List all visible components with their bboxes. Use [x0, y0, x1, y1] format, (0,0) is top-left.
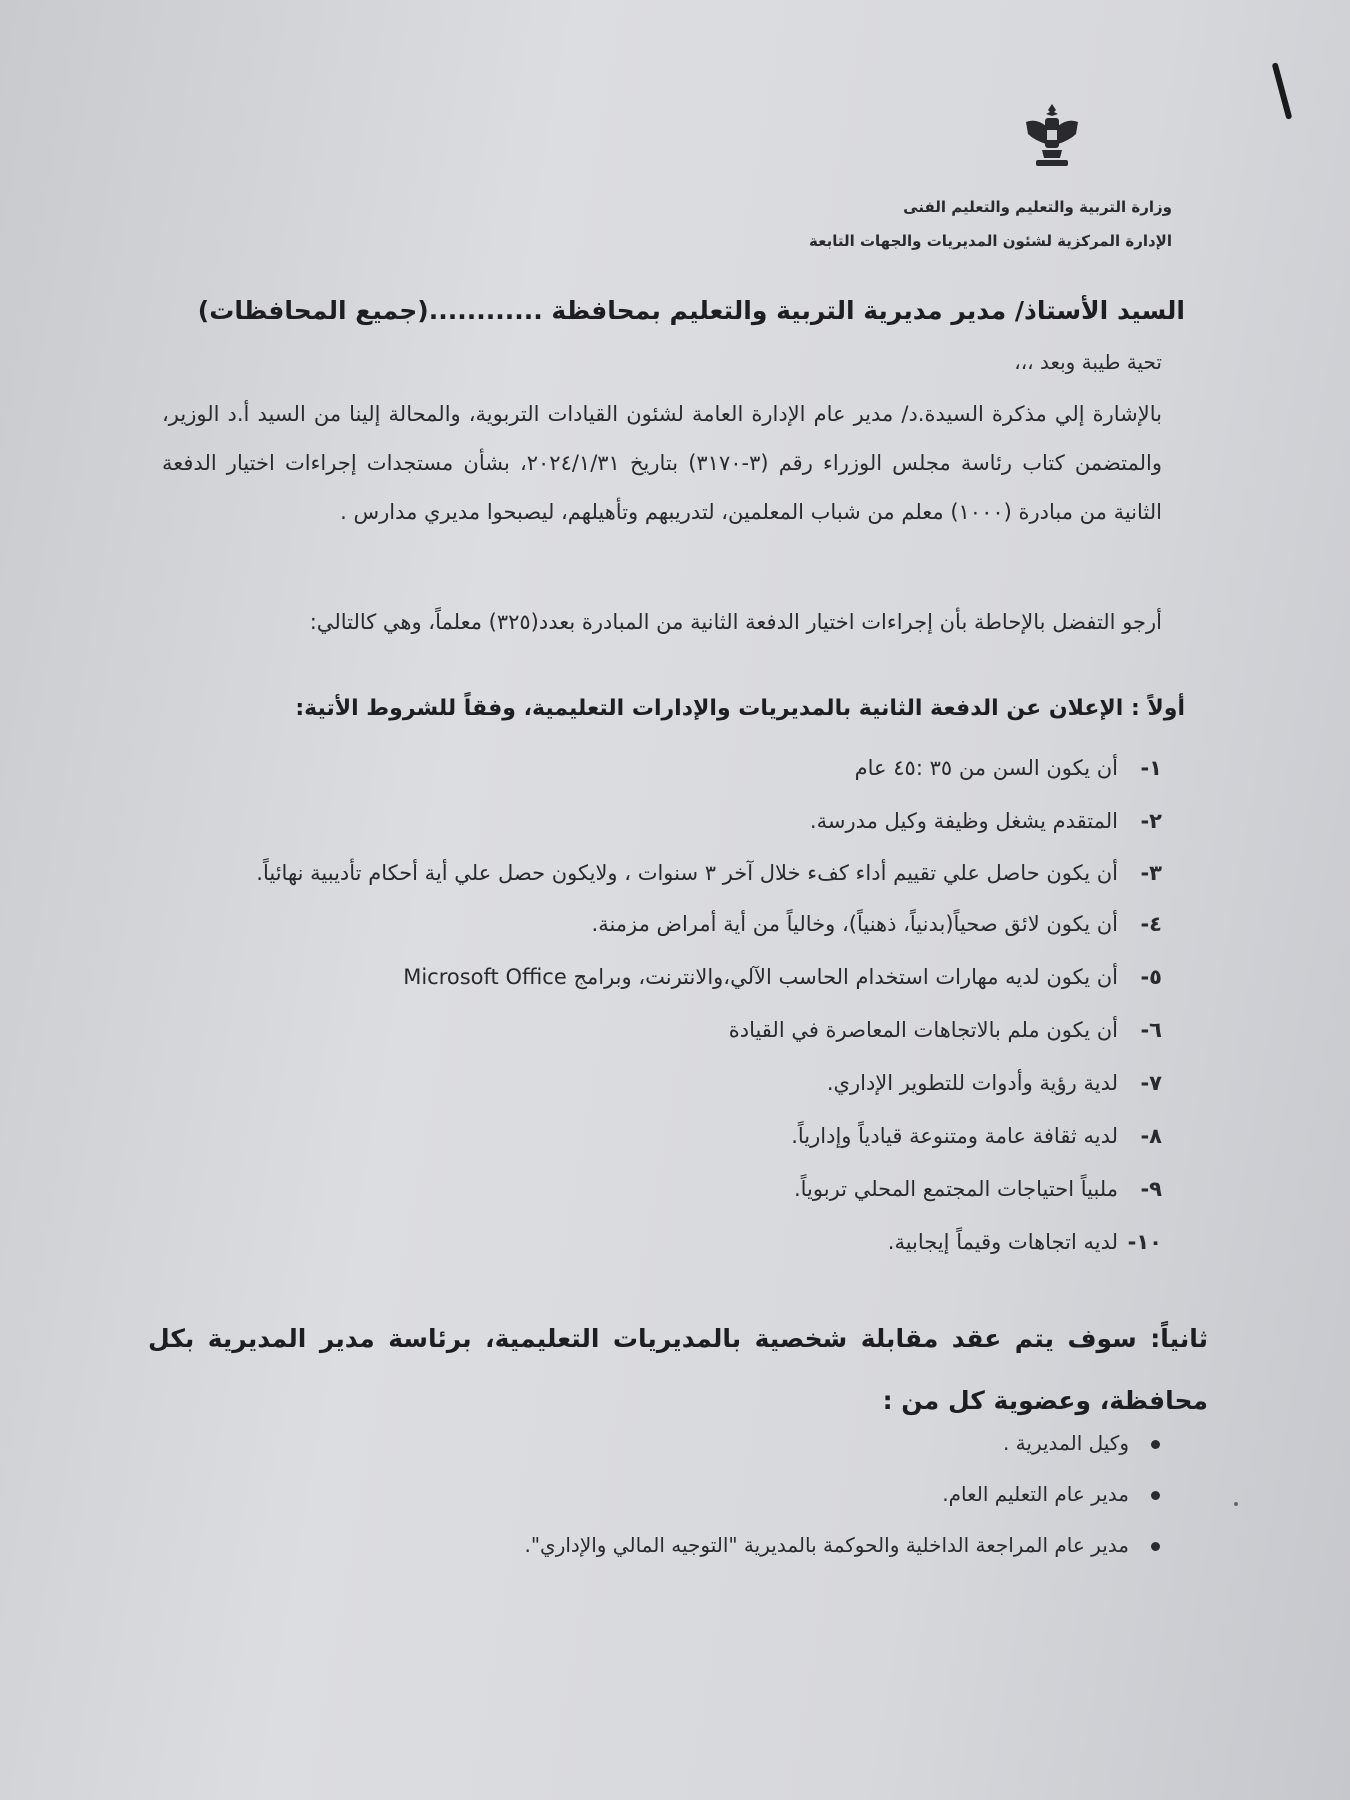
committee-members-list — [260, 1418, 1160, 1571]
condition-item — [132, 1163, 1162, 1216]
member-text: مدير عام المراجعة الداخلية والحوكمة بالمديرية "التوجيه المالي والإداري". — [524, 1533, 1129, 1557]
condition-number: ٥- — [1140, 965, 1162, 989]
condition-number: ٧- — [1140, 1071, 1162, 1095]
condition-number: ٦- — [1140, 1018, 1162, 1042]
condition-text: أن يكون ملم بالاتجاهات المعاصرة في القيادة — [728, 1018, 1118, 1042]
condition-text: لديه ثقافة عامة ومتنوعة قيادياً وإدارياً. — [791, 1124, 1118, 1148]
department-name: الإدارة المركزية لشئون المديريات والجهات التابعة — [809, 232, 1172, 250]
condition-item — [132, 1110, 1162, 1163]
condition-item — [132, 951, 1162, 1004]
condition-number: ٩- — [1140, 1177, 1162, 1201]
condition-number: ١- — [1140, 756, 1162, 780]
condition-number: ٣- — [1140, 861, 1162, 885]
condition-number: ٢- — [1140, 809, 1162, 833]
eagle-emblem-icon — [1022, 100, 1082, 170]
condition-item — [132, 795, 1162, 848]
member-text: مدير عام التعليم العام. — [942, 1482, 1129, 1506]
list-item — [260, 1418, 1160, 1469]
condition-item — [132, 1216, 1162, 1269]
condition-text: أن يكون لائق صحياً(بدنياً، ذهنياً)، وخالياً من أية أمراض مزمنة. — [591, 912, 1118, 936]
condition-text: المتقدم يشغل وظيفة وكيل مدرسة. — [809, 809, 1118, 833]
condition-item — [132, 848, 1162, 898]
section-1-title: أولاً : الإعلان عن الدفعة الثانية بالمديريات والإدارات التعليمية، وفقاً للشروط الأتية: — [295, 696, 1185, 721]
condition-item — [132, 898, 1162, 951]
condition-text: أن يكون حاصل علي تقييم أداء كفء خلال آخر ٣ سنوات ، ولايكون حصل علي أية أحكام تأديبية نهائياً. — [256, 861, 1118, 885]
bullet-dot-icon — [1151, 1491, 1160, 1500]
condition-number: ٤- — [1140, 912, 1162, 936]
condition-text: أن يكون السن من ٣٥ :٤٥ عام — [854, 756, 1118, 780]
greeting: تحية طيبة وبعد ،،، — [1014, 350, 1162, 374]
condition-item — [132, 742, 1162, 795]
member-text: وكيل المديرية . — [1002, 1431, 1129, 1455]
condition-item — [132, 1057, 1162, 1110]
ministry-name: وزارة التربية والتعليم والتعليم الفنى — [903, 198, 1172, 216]
condition-text: ملبياً احتياجات المجتمع المحلي تربوياً. — [793, 1177, 1118, 1201]
bullet-dot-icon — [1151, 1542, 1160, 1551]
reference-paragraph: بالإشارة إلي مذكرة السيدة.د/ مدير عام الإدارة العامة لشئون القيادات التربوية، والمحالة إلينا من السيد أ.د الوزير، والمتضمن كتاب رئاسة مجلس الوزراء رقم (٣-٣١٧٠) بتاريخ ٢٠٢٤/١/٣١، بشأن مستجدات إجراءات اختيار الدفعة الثانية من مبادرة (١٠٠٠) معلم من شباب المعلمين، لتدريبهم وتأهيلهم، ليصبحوا مديري مدارس . — [162, 402, 1163, 524]
addressee-line: السيد الأستاذ/ مدير مديرية التربية والتعليم بمحافظة ............(جميع المحافظات) — [197, 296, 1185, 325]
list-item — [260, 1520, 1160, 1571]
condition-number: ١٠- — [1127, 1230, 1162, 1254]
condition-text: أن يكون لديه مهارات استخدام الحاسب الآلي،والانترنت، وبرامج Microsoft Office — [403, 965, 1118, 989]
pen-mark — [1272, 62, 1293, 120]
section-2-title: ثانياً: سوف يتم عقد مقابلة شخصية بالمديريات التعليمية، برئاسة مدير المديرية بكل محافظة، وعضوية كل من : — [148, 1324, 1208, 1415]
condition-text: لديه اتجاهات وقيماً إيجابية. — [887, 1230, 1118, 1254]
paper-speck — [1234, 1502, 1238, 1506]
request-paragraph: أرجو التفضل بالإحاطة بأن إجراءات اختيار الدفعة الثانية من المبادرة بعدد(٣٢٥) معلماً، وهي كالتالي: — [309, 610, 1162, 634]
conditions-list — [132, 742, 1162, 1269]
bullet-dot-icon — [1151, 1440, 1160, 1449]
condition-text: لدية رؤية وأدوات للتطوير الإداري. — [826, 1071, 1118, 1095]
list-item — [260, 1469, 1160, 1520]
letterhead — [809, 190, 1172, 258]
condition-number: ٨- — [1140, 1124, 1162, 1148]
condition-item — [132, 1004, 1162, 1057]
